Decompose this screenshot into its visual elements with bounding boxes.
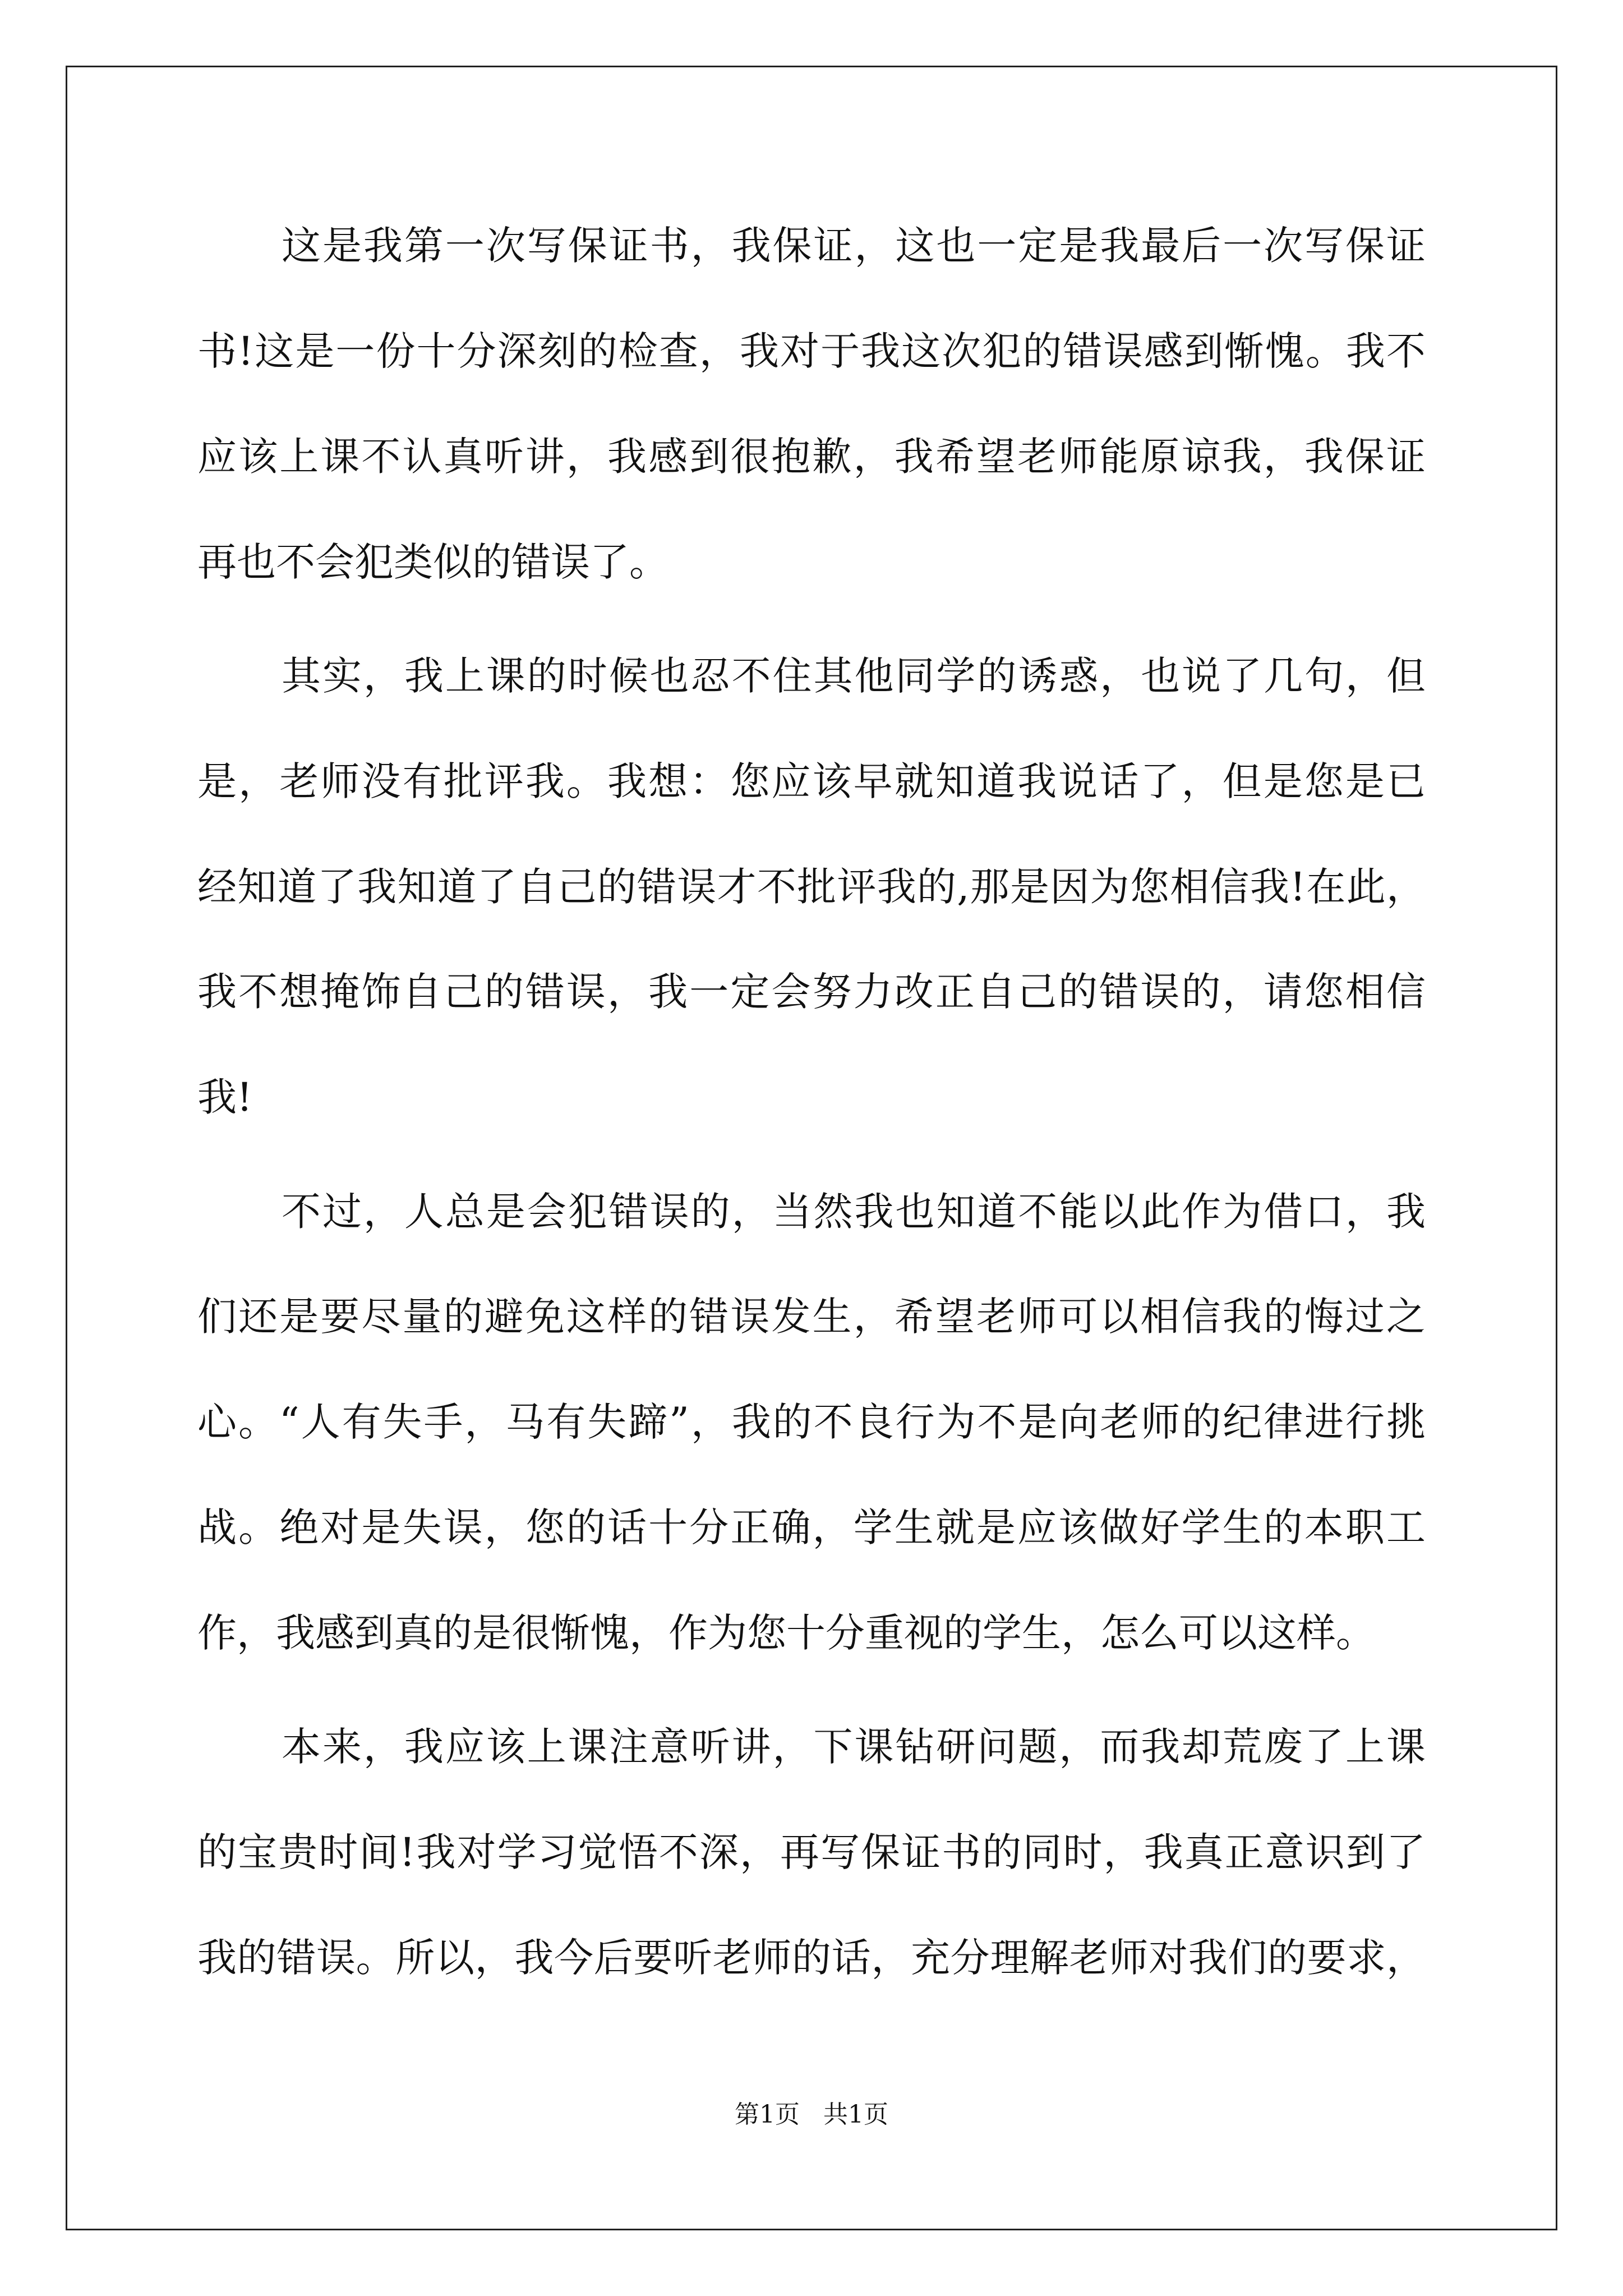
paragraph-4-line-1: 本来，我应该上课注意听讲，下课钻研问题，而我却荒废了上课 bbox=[282, 1724, 1426, 1770]
paragraph-4-line-2: 的宝贵时间!我对学习觉悟不深，再写保证书的同时，我真正意识到了 bbox=[197, 1829, 1426, 1875]
paragraph-3-line-1: 不过，人总是会犯错误的，当然我也知道不能以此作为借口，我 bbox=[282, 1189, 1426, 1235]
page-border bbox=[66, 66, 1557, 2230]
page-number-footer: 第1页 共1页 bbox=[735, 2100, 888, 2129]
paragraph-2-line-2: 是，老师没有批评我。我想：您应该早就知道我说话了，但是您是已 bbox=[197, 758, 1426, 804]
paragraph-4-line-3: 我的错误。所以，我今后要听老师的话，充分理解老师对我们的要求， bbox=[197, 1935, 1426, 1981]
paragraph-2-line-3: 经知道了我知道了自己的错误才不批评我的,那是因为您相信我!在此， bbox=[197, 864, 1426, 910]
paragraph-1-line-1: 这是我第一次写保证书，我保证，这也一定是我最后一次写保证 bbox=[282, 223, 1426, 269]
paragraph-3-line-2: 们还是要尽量的避免这样的错误发生，希望老师可以相信我的悔过之 bbox=[197, 1294, 1426, 1340]
paragraph-3-line-4: 战。绝对是失误，您的话十分正确，学生就是应该做好学生的本职工 bbox=[197, 1504, 1426, 1550]
paragraph-3-line-5: 作，我感到真的是很惭愧，作为您十分重视的学生，怎么可以这样。 bbox=[197, 1610, 1375, 1656]
paragraph-2-line-4: 我不想掩饰自己的错误，我一定会努力改正自己的错误的，请您相信 bbox=[197, 969, 1426, 1015]
paragraph-3-line-3: 心。“人有失手，马有失蹄”，我的不良行为不是向老师的纪律进行挑 bbox=[197, 1399, 1426, 1445]
paragraph-1-line-3: 应该上课不认真听讲，我感到很抱歉，我希望老师能原谅我，我保证 bbox=[197, 434, 1426, 480]
paragraph-1-line-2: 书!这是一份十分深刻的检查，我对于我这次犯的错误感到惭愧。我不 bbox=[197, 328, 1426, 374]
paragraph-2-line-1: 其实，我上课的时候也忍不住其他同学的诱惑，也说了几句，但 bbox=[282, 653, 1426, 699]
paragraph-2-line-5: 我! bbox=[197, 1074, 253, 1120]
paragraph-1-line-4: 再也不会犯类似的错误了。 bbox=[197, 539, 668, 585]
